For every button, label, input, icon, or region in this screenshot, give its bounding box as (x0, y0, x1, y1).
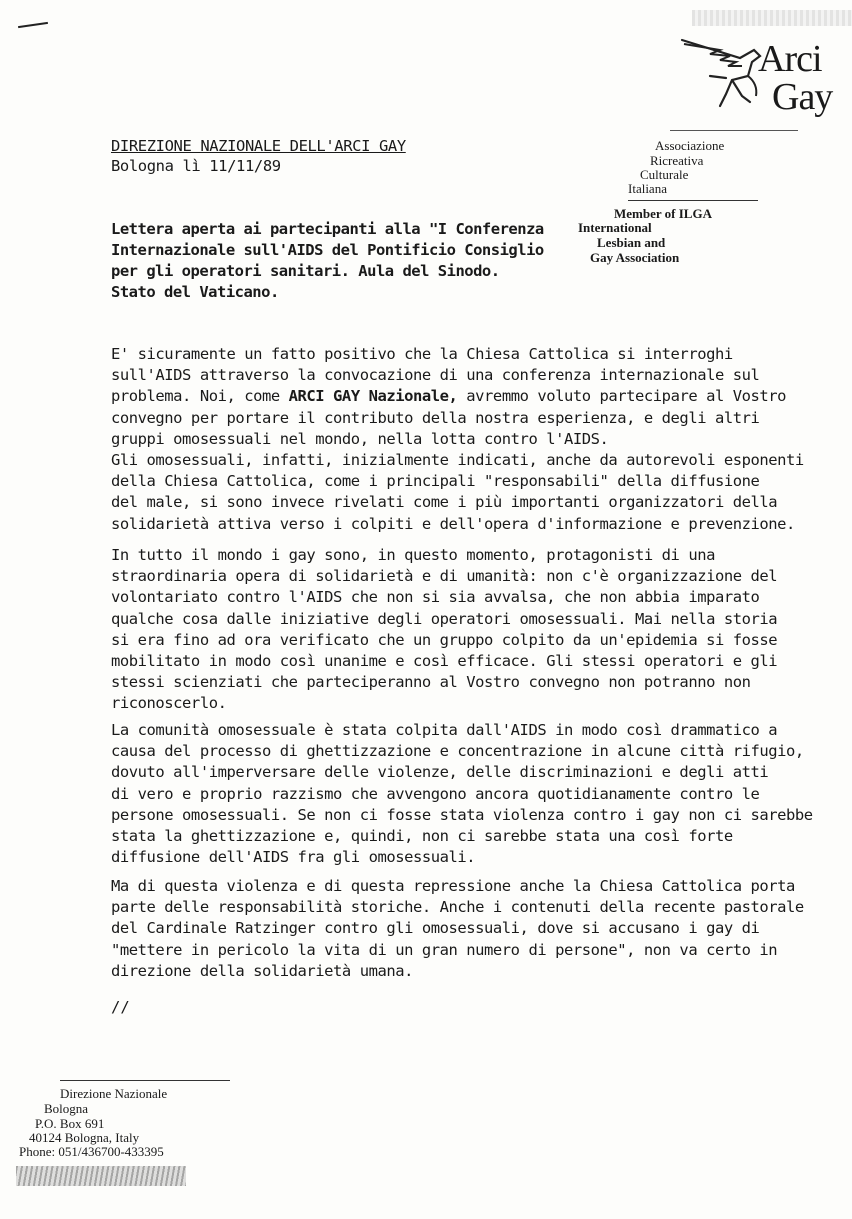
association-line: Ricreativa (650, 153, 704, 168)
footer-divider (60, 1080, 230, 1081)
association-line: Culturale (640, 167, 689, 182)
footer-line: 40124 Bologna, Italy (29, 1130, 140, 1145)
paragraph-text: avremmo voluto partecipare al Vostro convegno per portare il contributo della nostra esperienza, e degli altri gruppi omosessuali nel mondo, nella lotta contro l'AIDS. (111, 387, 787, 448)
footer-phone: Phone: 051/436700-433395 (19, 1144, 164, 1159)
body-paragraph-5: Ma di questa violenza e di questa repressione anche la Chiesa Cattolica porta parte delle responsabilità storiche. Anche i contenuti della recente pastorale del Cardinale Ratzinger contro gli omosessuali, dove si accusano i gay di "mettere in pericolo la vita di un gran numero di persone", non va certo in direzione della solidarietà umana. (111, 877, 804, 980)
body-paragraph-2: Gli omosessuali, infatti, inizialmente indicati, anche da autorevoli esponenti della Chiesa Cattolica, come i principali "responsabili" della diffusione del male, si sono invece rivelati come i più importanti organizzatori della solidarietà attiva verso i colpiti e dell'opera d'informazione e prevenzione. (111, 451, 804, 533)
footer-line: P.O. Box 691 (35, 1116, 105, 1131)
continuation-mark: // (111, 998, 130, 1016)
association-divider (628, 200, 758, 201)
ilga-line: Gay Association (590, 250, 680, 265)
arci-gay-logo (680, 34, 840, 124)
ilga-line: Lesbian and (597, 235, 666, 250)
body-paragraph-1 (111, 344, 811, 450)
logo-divider (670, 130, 798, 131)
ilga-line: International (578, 220, 652, 235)
body-paragraph-3: In tutto il mondo i gay sono, in questo momento, protagonisti di una straordinaria opera di solidarietà e di umanità: non c'è organizzazione del volontariato contro l'AIDS che non si sia avvalsa, che non abbia imparato qualche cosa dalle iniziative degli operatori omosessuali. Mai nella storia si era fino ad ora verificato che un gruppo colpito da un'epidemia si fosse mobilitato in modo così unanime e così efficace. Gli stessi operatori e gli stessi scienziati che parteciperanno al Vostro convegno non potranno non riconoscerlo. (111, 546, 778, 713)
pegasus-icon (680, 36, 766, 116)
scan-smudge (692, 10, 852, 26)
ilga-line: Member of ILGA (614, 206, 712, 221)
pen-mark (18, 22, 48, 28)
association-line: Associazione (655, 138, 725, 153)
scan-smudge (16, 1166, 186, 1186)
paragraph-text: E' sicuramente un fatto positivo che la Chiesa Cattolica si interroghi sull'AIDS attraverso la convocazione di una conferenza internazionale sul problema. Noi, come (111, 345, 760, 406)
body-paragraph-4: La comunità omosessuale è stata colpita dall'AIDS in modo così drammatico a causa del processo di ghettizzazione e concentrazione in alcune città rifugio, dovuto all'imperversare delle violenze, delle discriminazioni e degli atti di vero e proprio razzismo che avvengono ancora quotidianamente contro le persone omosessuali. Se non ci fosse stata violenza contro i gay non ci sarebbe stata la ghettizzazione e, quindi, non ci sarebbe stata una così forte diffusione dell'AIDS fra gli omosessuali. (111, 721, 813, 867)
footer-line: Direzione Nazionale (60, 1086, 168, 1101)
letter-date: Bologna lì 11/11/89 (111, 157, 281, 175)
footer-line: Bologna (44, 1101, 89, 1116)
letter-sender-heading: DIREZIONE NAZIONALE DELL'ARCI GAY (111, 137, 406, 155)
logo-text-arci: Arci (758, 38, 822, 80)
letter-subject: Lettera aperta ai partecipanti alla "I Conferenza Internazionale sull'AIDS del Pontificio Consiglio per gli operatori sanitari. Aula del Sinodo. Stato del Vaticano. (111, 220, 544, 301)
association-line: Italiana (628, 181, 667, 196)
logo-text-gay: Gay (772, 76, 833, 118)
organization-name: ARCI GAY Nazionale, (288, 387, 458, 406)
